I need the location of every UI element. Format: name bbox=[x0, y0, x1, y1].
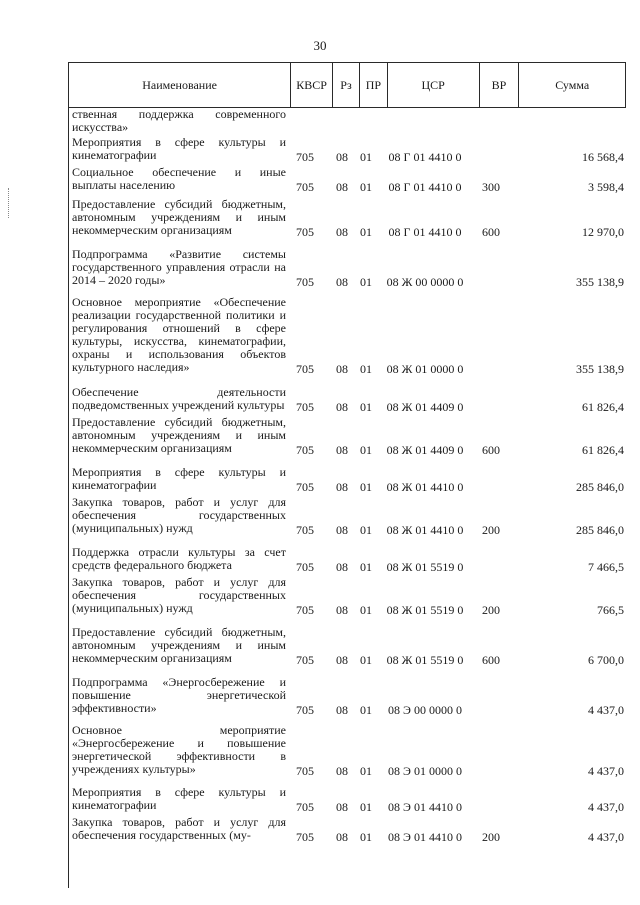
row-name: Мероприятия в сфере культуры и кинематографии bbox=[72, 135, 286, 162]
row-csr: 08 Ж 01 5519 0 bbox=[386, 603, 464, 617]
row-sum: 355 138,9 bbox=[576, 275, 624, 289]
table-row bbox=[68, 466, 626, 494]
row-name: Предоставление субсидий бюджетным, автономным учреждениям и иным некоммерческим организациям bbox=[72, 625, 286, 665]
row-name: Основное мероприятие «Обеспечение реализации государственной политики и регулирования отношений в сфере культуры, искусства, кинематографии, охраны и использования объектов культурного наследия» bbox=[72, 295, 286, 374]
row-kvsr: 705 bbox=[296, 443, 314, 457]
row-sum: 3 598,4 bbox=[588, 180, 624, 194]
row-kvsr: 705 bbox=[296, 653, 314, 667]
row-pr: 01 bbox=[360, 830, 372, 844]
row-csr: 08 Ж 01 4409 0 bbox=[386, 443, 464, 457]
row-csr: 08 Ж 01 4409 0 bbox=[386, 400, 464, 414]
row-pr: 01 bbox=[360, 560, 372, 574]
row-rz: 08 bbox=[336, 480, 348, 494]
row-pr: 01 bbox=[360, 225, 372, 239]
row-pr: 01 bbox=[360, 703, 372, 717]
row-sum: 4 437,0 bbox=[588, 800, 624, 814]
row-vr: 200 bbox=[482, 523, 500, 537]
row-rz: 08 bbox=[336, 603, 348, 617]
table-row bbox=[68, 296, 626, 376]
row-vr: 200 bbox=[482, 830, 500, 844]
row-kvsr: 705 bbox=[296, 603, 314, 617]
row-csr: 08 Э 01 4410 0 bbox=[388, 800, 462, 814]
row-vr: 200 bbox=[482, 603, 500, 617]
header-sum: Сумма bbox=[518, 63, 625, 107]
header-kvsr: КВСР bbox=[290, 63, 332, 107]
row-sum: 766,5 bbox=[597, 603, 624, 617]
table-row bbox=[68, 386, 626, 414]
row-name: ственная поддержка современного искусства» bbox=[72, 107, 286, 134]
table-row bbox=[68, 198, 626, 239]
row-name: Подпрограмма «Энергосбережение и повышение энергетической эффективности» bbox=[72, 675, 286, 715]
table-header bbox=[68, 62, 626, 108]
row-csr: 08 Г 01 4410 0 bbox=[388, 150, 462, 164]
row-pr: 01 bbox=[360, 603, 372, 617]
row-rz: 08 bbox=[336, 703, 348, 717]
budget-table bbox=[68, 62, 626, 888]
row-csr: 08 Г 01 4410 0 bbox=[388, 225, 462, 239]
row-pr: 01 bbox=[360, 800, 372, 814]
row-csr: 08 Г 01 4410 0 bbox=[388, 180, 462, 194]
table-row bbox=[68, 136, 626, 164]
row-csr: 08 Ж 01 4410 0 bbox=[386, 480, 464, 494]
row-rz: 08 bbox=[336, 275, 348, 289]
row-sum: 12 970,0 bbox=[582, 225, 624, 239]
row-sum: 355 138,9 bbox=[576, 362, 624, 376]
table-row bbox=[68, 546, 626, 574]
table-row bbox=[68, 786, 626, 814]
row-pr: 01 bbox=[360, 400, 372, 414]
row-pr: 01 bbox=[360, 480, 372, 494]
row-sum: 4 437,0 bbox=[588, 830, 624, 844]
table-row bbox=[68, 416, 626, 457]
row-csr: 08 Ж 01 0000 0 bbox=[386, 362, 464, 376]
row-csr: 08 Ж 01 4410 0 bbox=[386, 523, 464, 537]
row-sum: 4 437,0 bbox=[588, 703, 624, 717]
row-kvsr: 705 bbox=[296, 703, 314, 717]
row-csr: 08 Ж 00 0000 0 bbox=[386, 275, 464, 289]
row-rz: 08 bbox=[336, 764, 348, 778]
row-csr: 08 Ж 01 5519 0 bbox=[386, 653, 464, 667]
row-sum: 285 846,0 bbox=[576, 523, 624, 537]
row-name: Мероприятия в сфере культуры и кинематографии bbox=[72, 465, 286, 492]
row-name: Предоставление субсидий бюджетным, автономным учреждениям и иным некоммерческим организациям bbox=[72, 415, 286, 455]
row-rz: 08 bbox=[336, 800, 348, 814]
row-name: Закупка товаров, работ и услуг для обеспечения государственных (муниципальных) нужд bbox=[72, 575, 286, 615]
row-name: Обеспечение деятельности подведомственных учреждений культуры bbox=[72, 385, 286, 412]
row-pr: 01 bbox=[360, 150, 372, 164]
row-sum: 16 568,4 bbox=[582, 150, 624, 164]
row-kvsr: 705 bbox=[296, 764, 314, 778]
row-name: Закупка товаров, работ и услуг для обеспечения государственных (муниципальных) нужд bbox=[72, 495, 286, 535]
row-kvsr: 705 bbox=[296, 275, 314, 289]
row-kvsr: 705 bbox=[296, 225, 314, 239]
row-kvsr: 705 bbox=[296, 150, 314, 164]
table-row bbox=[68, 676, 626, 717]
row-kvsr: 705 bbox=[296, 800, 314, 814]
row-rz: 08 bbox=[336, 400, 348, 414]
row-vr: 600 bbox=[482, 653, 500, 667]
row-name: Поддержка отрасли культуры за счет средств федерального бюджета bbox=[72, 545, 286, 572]
table-row bbox=[68, 576, 626, 617]
row-rz: 08 bbox=[336, 443, 348, 457]
row-csr: 08 Э 01 0000 0 bbox=[388, 764, 462, 778]
table-row bbox=[68, 724, 626, 778]
row-name: Закупка товаров, работ и услуг для обеспечения государственных (му- bbox=[72, 815, 286, 842]
page-number: 30 bbox=[313, 38, 327, 53]
row-rz: 08 bbox=[336, 523, 348, 537]
row-sum: 61 826,4 bbox=[582, 400, 624, 414]
table-row bbox=[68, 166, 626, 194]
row-pr: 01 bbox=[360, 362, 372, 376]
header-csr: ЦСР bbox=[387, 63, 479, 107]
row-rz: 08 bbox=[336, 653, 348, 667]
row-sum: 61 826,4 bbox=[582, 443, 624, 457]
row-csr: 08 Э 01 4410 0 bbox=[388, 830, 462, 844]
row-rz: 08 bbox=[336, 225, 348, 239]
row-kvsr: 705 bbox=[296, 523, 314, 537]
row-name: Мероприятия в сфере культуры и кинематографии bbox=[72, 785, 286, 812]
row-csr: 08 Ж 01 5519 0 bbox=[386, 560, 464, 574]
row-rz: 08 bbox=[336, 362, 348, 376]
row-name: Предоставление субсидий бюджетным, автономным учреждениям и иным некоммерческим организациям bbox=[72, 197, 286, 237]
row-vr: 600 bbox=[482, 225, 500, 239]
row-rz: 08 bbox=[336, 830, 348, 844]
row-csr: 08 Э 00 0000 0 bbox=[388, 703, 462, 717]
row-kvsr: 705 bbox=[296, 362, 314, 376]
row-name: Подпрограмма «Развитие системы государственного управления отрасли на 2014 – 2020 годы» bbox=[72, 247, 286, 287]
row-pr: 01 bbox=[360, 275, 372, 289]
row-pr: 01 bbox=[360, 523, 372, 537]
table-row bbox=[68, 108, 626, 136]
row-kvsr: 705 bbox=[296, 180, 314, 194]
row-name: Основное мероприятие «Энергосбережение и повышение энергетической эффективности в учреждениях культуры» bbox=[72, 723, 286, 776]
row-name: Социальное обеспечение и иные выплаты населению bbox=[72, 165, 286, 192]
row-kvsr: 705 bbox=[296, 560, 314, 574]
row-rz: 08 bbox=[336, 560, 348, 574]
table-row bbox=[68, 248, 626, 289]
row-pr: 01 bbox=[360, 653, 372, 667]
row-sum: 285 846,0 bbox=[576, 480, 624, 494]
header-pr: ПР bbox=[359, 63, 387, 107]
header-rz: Рз bbox=[332, 63, 359, 107]
table-row bbox=[68, 496, 626, 537]
table-row bbox=[68, 626, 626, 667]
header-vr: ВР bbox=[479, 63, 519, 107]
table-body bbox=[68, 108, 626, 888]
row-kvsr: 705 bbox=[296, 400, 314, 414]
table-row bbox=[68, 816, 626, 844]
row-kvsr: 705 bbox=[296, 830, 314, 844]
row-sum: 7 466,5 bbox=[588, 560, 624, 574]
row-kvsr: 705 bbox=[296, 480, 314, 494]
row-rz: 08 bbox=[336, 150, 348, 164]
row-pr: 01 bbox=[360, 443, 372, 457]
row-pr: 01 bbox=[360, 764, 372, 778]
header-name: Наименование bbox=[142, 77, 217, 92]
row-sum: 4 437,0 bbox=[588, 764, 624, 778]
row-vr: 300 bbox=[482, 180, 500, 194]
row-pr: 01 bbox=[360, 180, 372, 194]
row-rz: 08 bbox=[336, 180, 348, 194]
row-vr: 600 bbox=[482, 443, 500, 457]
scan-margin-mark bbox=[8, 188, 11, 218]
row-sum: 6 700,0 bbox=[588, 653, 624, 667]
